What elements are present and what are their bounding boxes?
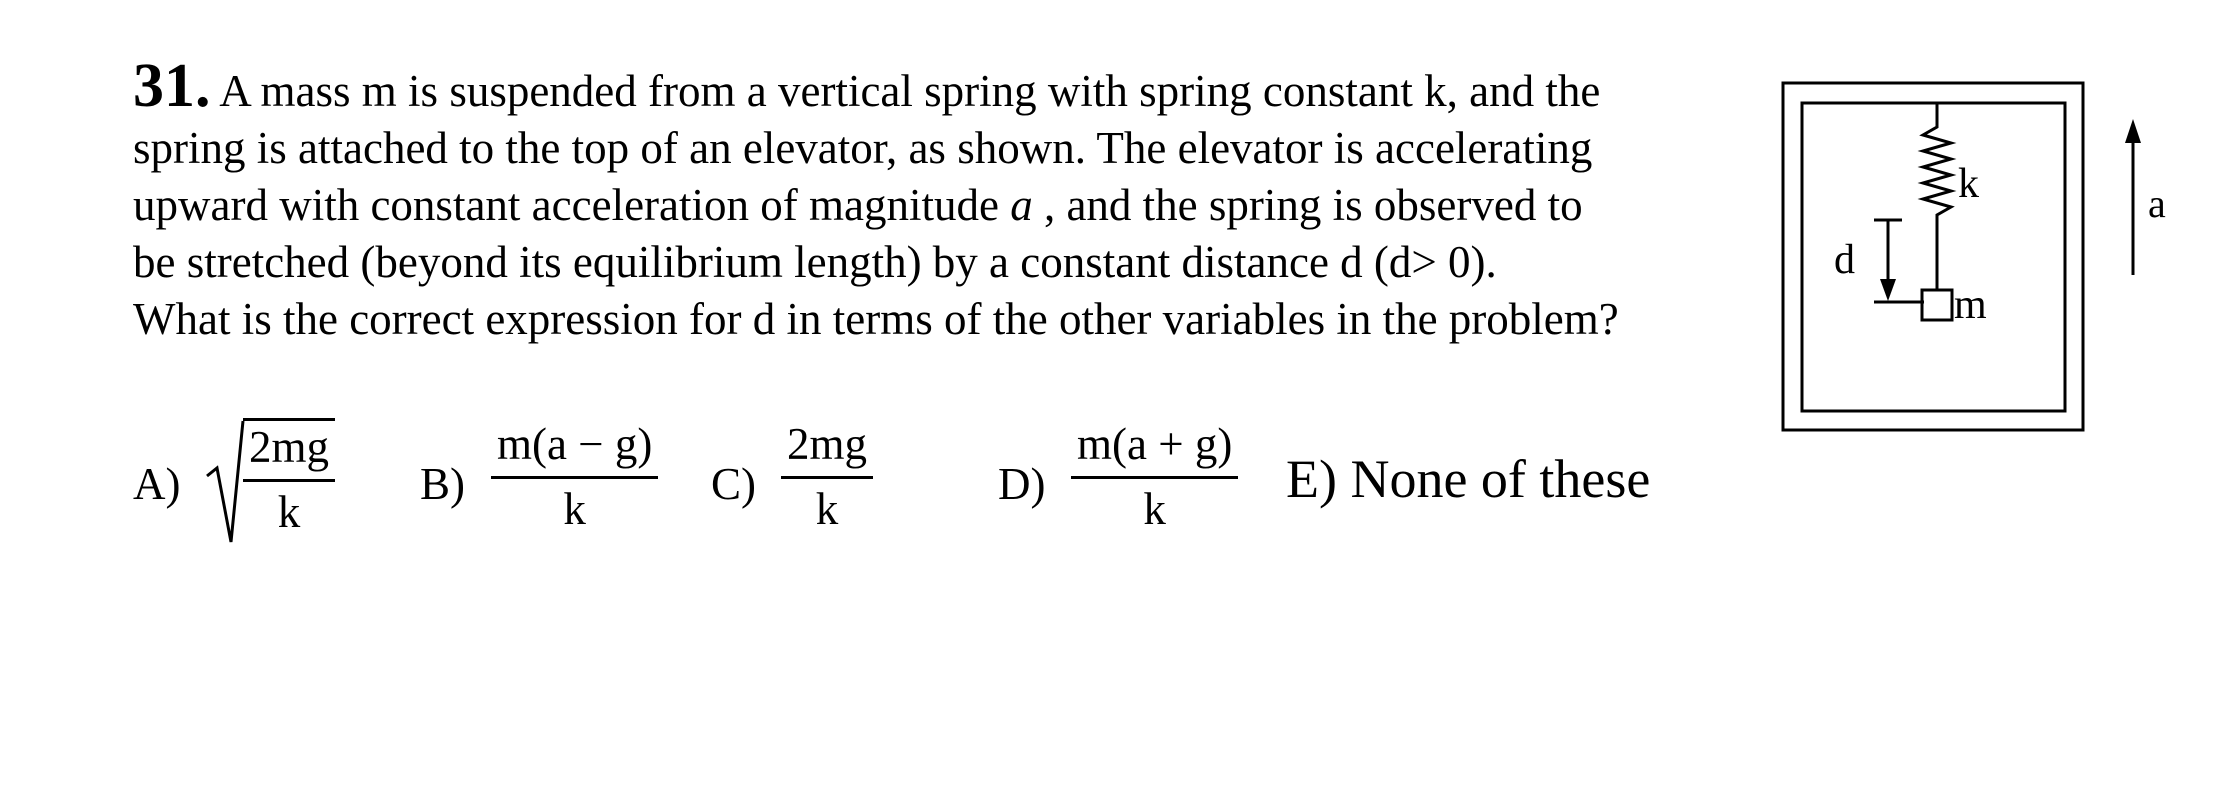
question-line-3 bbox=[133, 177, 1773, 234]
mass-block-icon bbox=[1922, 290, 1952, 320]
choice-c-label: C) bbox=[711, 459, 756, 509]
question-line-1 bbox=[133, 52, 1773, 120]
acceleration-variable: a bbox=[1010, 180, 1033, 230]
question-line-2: spring is attached to the top of an elevator, as shown. The elevator is accelerating bbox=[133, 123, 1593, 173]
choice-a-numerator: 2mg bbox=[243, 421, 335, 482]
distance-arrowhead-icon bbox=[1880, 279, 1896, 301]
choice-a-label: A) bbox=[133, 459, 181, 509]
choice-a-denominator: k bbox=[277, 487, 301, 537]
choice-b-label: B) bbox=[420, 459, 465, 509]
choice-d-fraction bbox=[1071, 418, 1238, 535]
acceleration-arrowhead-icon bbox=[2125, 119, 2141, 143]
answer-choices bbox=[133, 418, 1733, 548]
choice-c-fraction bbox=[781, 418, 873, 535]
choice-b-fraction bbox=[491, 418, 658, 535]
mass-label: m bbox=[1954, 282, 1987, 328]
acceleration-label: a bbox=[2148, 181, 2166, 226]
choice-c-denominator: k bbox=[815, 484, 839, 534]
spring-icon bbox=[1923, 103, 1951, 290]
question-number: 31. bbox=[133, 52, 211, 120]
question-line-3-pre: upward with constant acceleration of magnitude bbox=[133, 180, 1011, 230]
spring-constant-label: k bbox=[1958, 161, 1979, 207]
choice-b-denominator: k bbox=[563, 484, 586, 534]
choice-d-label: D) bbox=[998, 459, 1046, 509]
choice-d-denominator: k bbox=[1143, 484, 1166, 534]
question-line-1-text: A mass m is suspended from a vertical spring with spring constant k, and the bbox=[219, 66, 1601, 116]
choice-e: E) None of these bbox=[1286, 449, 1651, 509]
choice-d-numerator: m(a + g) bbox=[1071, 418, 1238, 479]
distance-label: d bbox=[1834, 237, 1855, 283]
question-line-4: be stretched (beyond its equilibrium length) by a constant distance d (d> 0). bbox=[133, 237, 1497, 287]
question-line-5: What is the correct expression for d in terms of the other variables in the problem? bbox=[133, 294, 1619, 344]
question-text bbox=[133, 52, 1773, 348]
square-root-sign-icon bbox=[205, 418, 245, 548]
choice-c-numerator: 2mg bbox=[781, 418, 873, 479]
elevator-outer-wall bbox=[1783, 83, 2083, 430]
question-line-3-post: , and the spring is observed to bbox=[1032, 180, 1583, 230]
elevator-diagram bbox=[1780, 75, 2180, 445]
choice-a-fraction bbox=[243, 418, 335, 538]
choice-b-numerator: m(a − g) bbox=[491, 418, 658, 479]
